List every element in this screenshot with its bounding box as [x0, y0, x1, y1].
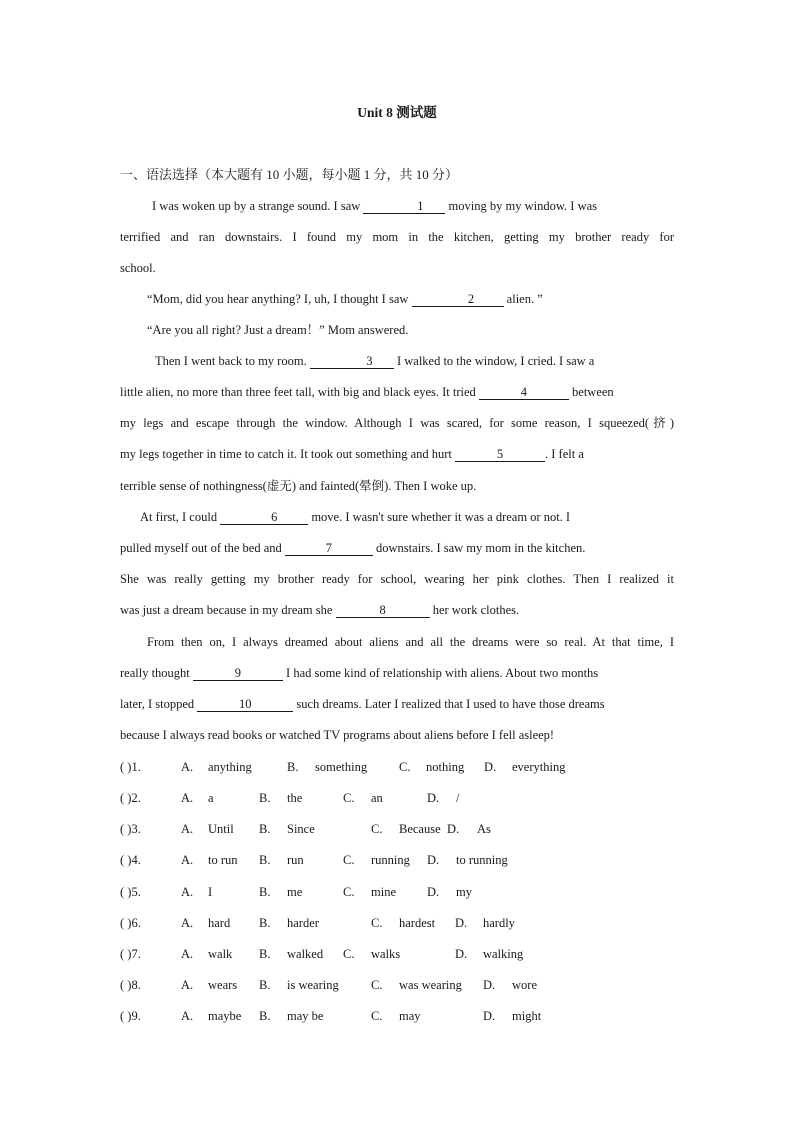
- option-d[interactable]: to running: [456, 853, 508, 867]
- option-b[interactable]: walked: [287, 947, 324, 961]
- option-letter: A.: [181, 978, 194, 992]
- option-letter: C.: [343, 791, 355, 805]
- option-a[interactable]: to run: [208, 853, 238, 867]
- option-b[interactable]: run: [287, 853, 304, 867]
- passage-line: my legs and escape through the window. Although I was scared, for some reason, I squeezed(挤): [120, 416, 674, 430]
- answer-blank[interactable]: 7: [285, 541, 373, 556]
- option-c[interactable]: walks: [371, 947, 401, 961]
- option-c[interactable]: nothing: [426, 760, 465, 774]
- option-letter: D.: [427, 885, 440, 899]
- option-letter: A.: [181, 947, 194, 961]
- passage-line: From then on, I always dreamed about aliens and all the dreams were so real. At that time, I: [147, 635, 674, 649]
- option-letter: A.: [181, 853, 194, 867]
- option-letter: A.: [181, 822, 194, 836]
- option-letter: A.: [181, 916, 194, 930]
- passage-line: pulled myself out of the bed and 7 downstairs. I saw my mom in the kitchen.: [120, 541, 586, 555]
- option-a[interactable]: a: [208, 791, 214, 805]
- passage-line: really thought 9 I had some kind of relationship with aliens. About two months: [120, 666, 599, 680]
- page-title: Unit 8 测试题: [357, 105, 437, 120]
- option-b[interactable]: me: [287, 885, 303, 899]
- option-c[interactable]: was wearing: [399, 978, 462, 992]
- answer-blank[interactable]: 2: [412, 292, 504, 307]
- passage-line: I was woken up by a strange sound. I saw 1 moving by my window. I was: [152, 199, 598, 213]
- option-a[interactable]: hard: [208, 916, 231, 930]
- option-d[interactable]: /: [456, 791, 460, 805]
- option-letter: A.: [181, 791, 194, 805]
- passage-line: because I always read books or watched TV programs about aliens before I fell asleep!: [120, 728, 555, 742]
- answer-blank[interactable]: 10: [197, 697, 293, 712]
- option-letter: A.: [181, 760, 194, 774]
- option-b[interactable]: harder: [287, 916, 319, 930]
- question-number[interactable]: ( )3.: [120, 822, 141, 836]
- answer-blank[interactable]: 9: [193, 666, 283, 681]
- passage-line: “Are you all right? Just a dream！” Mom answered.: [147, 323, 409, 337]
- option-letter: D.: [484, 760, 497, 774]
- option-letter: D.: [455, 916, 468, 930]
- passage-line: Then I went back to my room. 3 I walked to the window, I cried. I saw a: [155, 354, 595, 368]
- option-b[interactable]: the: [287, 791, 303, 805]
- option-letter: A.: [181, 1009, 194, 1023]
- option-d[interactable]: hardly: [483, 916, 515, 930]
- option-letter: C.: [371, 916, 383, 930]
- option-c[interactable]: may: [399, 1009, 421, 1023]
- option-b[interactable]: Since: [287, 822, 315, 836]
- option-c[interactable]: Because: [399, 822, 441, 836]
- option-letter: C.: [371, 1009, 383, 1023]
- option-c[interactable]: mine: [371, 885, 396, 899]
- option-c[interactable]: running: [371, 853, 410, 867]
- passage-line: terrible sense of nothingness(虚无) and fainted(晕倒). Then I woke up.: [120, 479, 477, 493]
- option-a[interactable]: maybe: [208, 1009, 242, 1023]
- option-letter: C.: [371, 978, 383, 992]
- passage-line: later, I stopped 10 such dreams. Later I realized that I used to have those dreams: [120, 697, 605, 711]
- option-letter: C.: [343, 947, 355, 961]
- option-d[interactable]: wore: [512, 978, 537, 992]
- option-letter: B.: [259, 853, 271, 867]
- section-heading: 一、语法选择（本大题有 10 小题，每小题 1 分，共 10 分）: [120, 167, 459, 182]
- answer-blank[interactable]: 1: [363, 199, 445, 214]
- option-letter: D.: [483, 1009, 496, 1023]
- question-number[interactable]: ( )5.: [120, 885, 141, 899]
- option-letter: B.: [287, 760, 299, 774]
- option-a[interactable]: Until: [208, 822, 234, 836]
- option-a[interactable]: wears: [208, 978, 238, 992]
- option-letter: D.: [455, 947, 468, 961]
- option-a[interactable]: walk: [208, 947, 233, 961]
- option-a[interactable]: anything: [208, 760, 252, 774]
- passage-line: little alien, no more than three feet tall, with big and black eyes. It tried 4 between: [120, 385, 614, 399]
- question-number[interactable]: ( )4.: [120, 853, 141, 867]
- answer-blank[interactable]: 8: [336, 603, 430, 618]
- question-number[interactable]: ( )7.: [120, 947, 141, 961]
- option-letter: B.: [259, 947, 271, 961]
- option-letter: D.: [427, 853, 440, 867]
- passage-line: She was really getting my brother ready for school, wearing her pink clothes. Then I realized it: [120, 572, 674, 586]
- option-letter: B.: [259, 885, 271, 899]
- option-d[interactable]: might: [512, 1009, 542, 1023]
- passage-line: my legs together in time to catch it. It took out something and hurt 5 . I felt a: [120, 447, 584, 461]
- option-d[interactable]: my: [456, 885, 472, 899]
- option-letter: C.: [343, 885, 355, 899]
- option-letter: C.: [371, 822, 383, 836]
- answer-blank[interactable]: 6: [220, 510, 308, 525]
- option-b[interactable]: is wearing: [287, 978, 339, 992]
- answer-blank[interactable]: 4: [479, 385, 569, 400]
- passage-line: terrified and ran downstairs. I found my mom in the kitchen, getting my brother ready for: [120, 230, 674, 244]
- option-letter: C.: [399, 760, 411, 774]
- option-c[interactable]: hardest: [399, 916, 436, 930]
- option-letter: D.: [447, 822, 460, 836]
- passage-line: “Mom, did you hear anything? I, uh, I thought I saw 2 alien. ”: [147, 292, 543, 306]
- option-letter: A.: [181, 885, 194, 899]
- question-number[interactable]: ( )9.: [120, 1009, 141, 1023]
- option-letter: B.: [259, 822, 271, 836]
- question-number[interactable]: ( )6.: [120, 916, 141, 930]
- option-d[interactable]: walking: [483, 947, 524, 961]
- option-letter: B.: [259, 1009, 271, 1023]
- answer-blank[interactable]: 3: [310, 354, 394, 369]
- passage-line: was just a dream because in my dream she 8 her work clothes.: [120, 603, 520, 617]
- answer-blank[interactable]: 5: [455, 447, 545, 462]
- option-letter: B.: [259, 791, 271, 805]
- option-letter: D.: [483, 978, 496, 992]
- option-b[interactable]: may be: [287, 1009, 324, 1023]
- passage-line: At first, I could 6 move. I wasn't sure whether it was a dream or not. I: [140, 510, 571, 524]
- option-letter: B.: [259, 916, 271, 930]
- option-b[interactable]: something: [315, 760, 368, 774]
- option-letter: C.: [343, 853, 355, 867]
- option-c[interactable]: an: [371, 791, 383, 805]
- question-number[interactable]: ( )2.: [120, 791, 141, 805]
- option-letter: B.: [259, 978, 271, 992]
- option-letter: D.: [427, 791, 440, 805]
- passage-line: school.: [120, 261, 156, 275]
- question-number[interactable]: ( )1.: [120, 760, 141, 774]
- question-number[interactable]: ( )8.: [120, 978, 141, 992]
- option-d[interactable]: As: [477, 822, 491, 836]
- option-d[interactable]: everything: [512, 760, 566, 774]
- option-a[interactable]: I: [208, 885, 213, 899]
